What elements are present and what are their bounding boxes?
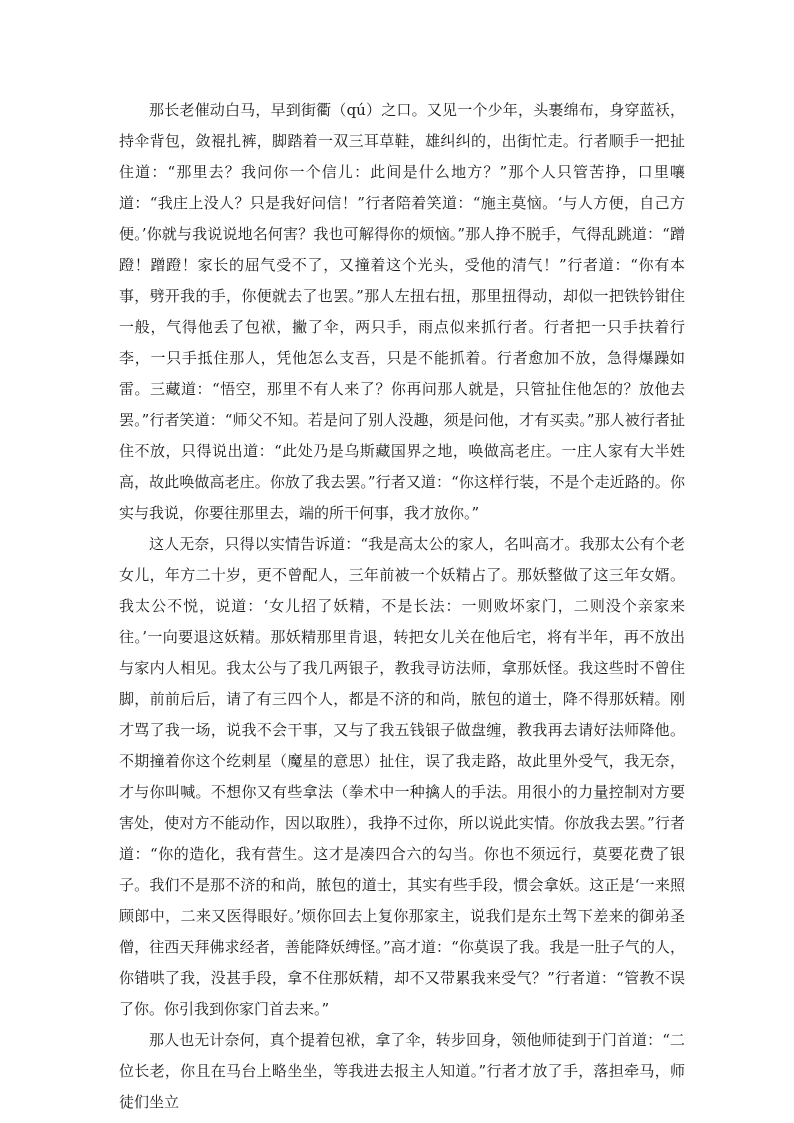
body-text: [119, 95, 685, 1118]
paragraph-2: 这人无奈，只得以实情告诉道：“我是高太公的家人，名叫高才。我那太公有个老女儿，年方二十岁，更不曾配人，三年前被一个妖精占了。那妖整做了这三年女婿。我太公不悦，说道：‘女儿招了妖精，不是长法：一则败坏家门，二则没个亲家来往。’一向要退这妖精。那妖精那里肯退，转把女儿关在他后宅，将有半年，再不放出与家内人相见。我太公与了我几两银子，教我寻访法师，拿那妖怪。我这些时不曾住脚，前前后后，请了有三四个人，都是不济的和尚，脓包的道士，降不得那妖精。刚才骂了我一场，说我不会干事，又与了我五钱银子做盘缠，教我再去请好法师降他。不期撞着你这个纥剌星（魔星的意思）扯住，误了我走路，故此里外受气，我无奈，才与你叫喊。不想你又有些拿法（拳术中一种擒人的手法。用很小的力量控制对方要害处，使对方不能动作，因以取胜），我挣不过你，所以说此实情。你放我去罢。”行者道：“你的造化，我有营生。这才是凑四合六的勾当。你也不须远行，莫要花费了银子。我们不是那不济的和尚，脓包的道士，其实有些手段，惯会拿妖。这正是‘一来照顾郎中，二来又医得眼好。’烦你回去上复你那家主，说我们是东土驾下差来的御弟圣僧，往西天拜佛求经者，善能降妖缚怪。”高才道：“你莫误了我。我是一肚子气的人，你错哄了我，没甚手段，拿不住那妖精，却不又带累我来受气？”行者道：“管教不误了你。你引我到你家门首去来。”: [119, 535, 685, 1018]
paragraph-3: 那人也无计奈何，真个提着包袱，拿了伞，转步回身，领他师徒到于门首道：“二位长老，你且在马台上略坐坐，等我进去报主人知道。”行者才放了手，落担牵马，师徒们坐立: [119, 1031, 685, 1111]
paragraph-1: 那长老催动白马，早到街衢（qú）之口。又见一个少年，头裹绵布，身穿蓝袄，持伞背包，敛裩扎裤，脚踏着一双三耳草鞋，雄纠纠的，出街忙走。行者顺手一把扯住道：“那里去？我问你一个信儿：此间是什么地方？”那个人只管苦挣，口里嚷道：“我庄上没人？只是我好问信！”行者陪着笑道：“施主莫恼。‘与人方便，自己方便。’你就与我说说地名何害？我也可解得你的烦恼。”那人挣不脱手，气得乱跳道：“蹭蹬！蹭蹬！家长的屈气受不了，又撞着这个光头，受他的清气！”行者道：“你有本事，劈开我的手，你便就去了也罢。”那人左扭右扭，那里扭得动，却似一把铁钤钳住一般，气得他丢了包袱，撇了伞，两只手，雨点似来抓行者。行者把一只手扶着行李，一只手抵住那人，凭他怎么支吾，只是不能抓着。行者愈加不放，急得爆躁如雷。三藏道：“悟空，那里不有人来了？你再问那人就是，只管扯住他怎的？放他去罢。”行者笑道：“师父不知。若是问了别人没趣，须是问他，才有买卖。”那人被行者扯住不放，只得说出道：“此处乃是乌斯藏国界之地，唤做高老庄。一庄人家有大半姓高，故此唤做高老庄。你放了我去罢。”行者又道：“你这样行装，不是个走近路的。你实与我说，你要往那里去，端的所干何事，我才放你。”: [119, 101, 685, 522]
